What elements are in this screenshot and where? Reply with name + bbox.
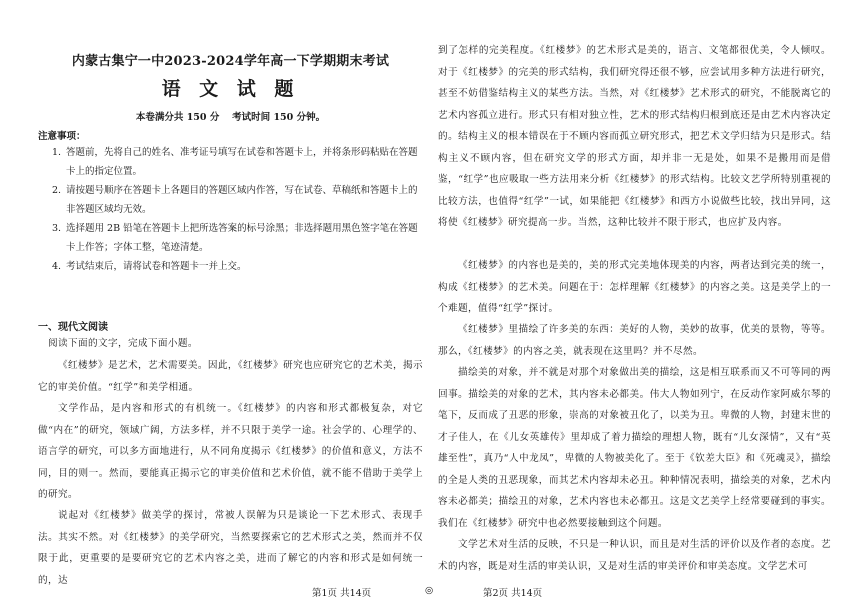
score-info: 本卷满分共 150 分 考试时间 150 分钟。 bbox=[135, 112, 326, 123]
body-paragraph: 文学作品，是内容和形式的有机统一。《红楼梦》的内容和形式都极复杂，对它做“内在”的研究，领域广阔，方法多样，并不只限于美学一途。社会学的、心理学的、语言学的研究，可以多方面地进行，从不同角度揭示《红楼梦》的价值和意义，方法不同，目的则一。然而，要能真正揭示它的审美价值和艺术价值，就不能不借助于美学上的研究。 bbox=[38, 403, 423, 500]
body-paragraph: 《红楼梦》的内容也是美的，美的形式完美地体现美的内容，两者达到完美的统一，构成《红楼梦》的艺术美。问题在于：怎样理解《红楼梦》的内容之美。这是美学上的一个难题，值得“红学”探讨。 bbox=[438, 260, 831, 314]
notice-item bbox=[52, 143, 422, 181]
right-page bbox=[438, 0, 831, 607]
notice-item-number: 3. bbox=[52, 223, 62, 234]
notice-item-text: 选择题用 2B 铅笔在答题卡上把所选答案的标号涂黑；非选择题用黑色签字笔在答题卡上作答；字体工整，笔迹清楚。 bbox=[66, 223, 418, 253]
notice-item-number: 2. bbox=[52, 185, 62, 196]
notice-item-text: 答题前，先将自己的姓名、准考证号填写在试卷和答题卡上，并将条形码粘贴在答题卡上的指定位置。 bbox=[66, 147, 418, 177]
footer-symbol: ◎ bbox=[425, 585, 434, 596]
left-page bbox=[38, 0, 423, 607]
notice-item-number: 1. bbox=[52, 147, 62, 158]
notice-heading: 注意事项： bbox=[38, 131, 86, 142]
notice-item bbox=[52, 181, 422, 219]
body-paragraph: 说起对《红楼梦》做美学的探讨，常被人误解为只是谈论一下艺术形式、表现手法。其实不然。对《红楼梦》的美学研究，当然要探索它的艺术形式之美，然而并不仅限于此，更重要的是要研究它的艺术内容之美，进而了解它的内容和形式是如何统一的，达 bbox=[38, 510, 423, 586]
notice-item-text: 请按题号顺序在答题卡上各题目的答题区域内作答，写在试卷、草稿纸和答题卡上的非答题区域均无效。 bbox=[66, 185, 418, 215]
body-paragraph: 《红楼梦》是艺术，艺术需要美。因此，《红楼梦》研究也应研究它的艺术美，揭示它的审美价值。“红学”和美学相通。 bbox=[38, 360, 423, 393]
body-paragraph: 《红楼梦》里描绘了许多美的东西：美好的人物，美妙的故事，优美的景物，等等。那么，《红楼梦》的内容之美，就表现在这里吗？并不尽然。 bbox=[438, 324, 831, 357]
subject-title: 语 文 试 题 bbox=[161, 78, 300, 100]
notice-item-text: 考试结束后，请将试卷和答题卡一并上交。 bbox=[66, 261, 247, 272]
body-paragraph: 文学艺术对生活的反映，不只是一种认识，而且是对生活的评价以及作者的态度。艺术的内容，既是对生活的审美认识，又是对生活的审美评价和审美态度。文学艺术可 bbox=[438, 539, 831, 572]
section-instruction: 阅读下面的文字，完成下面小题。 bbox=[48, 338, 198, 349]
section-heading: 一、现代文阅读 bbox=[38, 322, 108, 333]
notice-item bbox=[52, 257, 422, 276]
body-paragraph: 到了怎样的完美程度。《红楼梦》的艺术形式是美的，语言、文笔都很优美，令人倾叹。对于《红楼梦》的完美的形式结构，我们研究得还很不够，应尝试用多种方法进行研究，甚至不妨借鉴结构主义的某些方法。当然，对《红楼梦》艺术形式的研究，不能脱离它的艺术内容孤立进行。形式只有相对独立性，艺术的形式结构归根到底还是由艺术内容决定的。结构主义的根本错误在于不顾内容而孤立研究形式，把艺术文学归结为只是形式。结构主义不顾内容，但在研究文学的形式方面，却并非一无是处，如果不是搬用而是借鉴，“红学”也应吸取一些方法用来分析《红楼梦》的形式结构。比较文艺学所特别重视的比较方法，也值得“红学”一试，如果能把《红楼梦》和西方小说做些比较，找出异同，这将使《红楼梦》研究提高一步。当然，这种比较并不限于形式，也应扩及内容。 bbox=[438, 45, 831, 228]
right-page-number: 第2页 共14页 bbox=[483, 588, 543, 599]
left-page-number: 第1页 共14页 bbox=[312, 588, 372, 599]
body-paragraph: 描绘美的对象，并不就是对那个对象做出美的描绘，这是相互联系而又不可等同的两回事。描绘美的对象的艺术，其内容未必都美。伟大人物如列宁，在反动作家阿威尔琴的笔下，反而成了丑恶的形象，崇高的对象被丑化了，以美为丑。卑微的人物，封建末世的才子佳人，在《儿女英雄传》里却成了着力描绘的理想人物，既有“儿女深情”，又有“英雄至性”，真乃“人中龙凤”，卑微的人物被美化了。至于《钦差大臣》和《死魂灵》，描绘的全是人类的丑恶现象，而其艺术内容却未必丑。种种情况表明，描绘美的对象，艺术内容未必都美；描绘丑的对象，艺术内容也未必都丑。这是文艺美学上经常要碰到的事实。我们在《红楼梦》研究中也必然要接触到这个问题。 bbox=[438, 367, 831, 529]
exam-title: 内蒙古集宁一中2023-2024学年高一下学期期末考试 bbox=[71, 54, 390, 69]
notice-item bbox=[52, 219, 422, 257]
notice-item-number: 4. bbox=[52, 261, 62, 272]
